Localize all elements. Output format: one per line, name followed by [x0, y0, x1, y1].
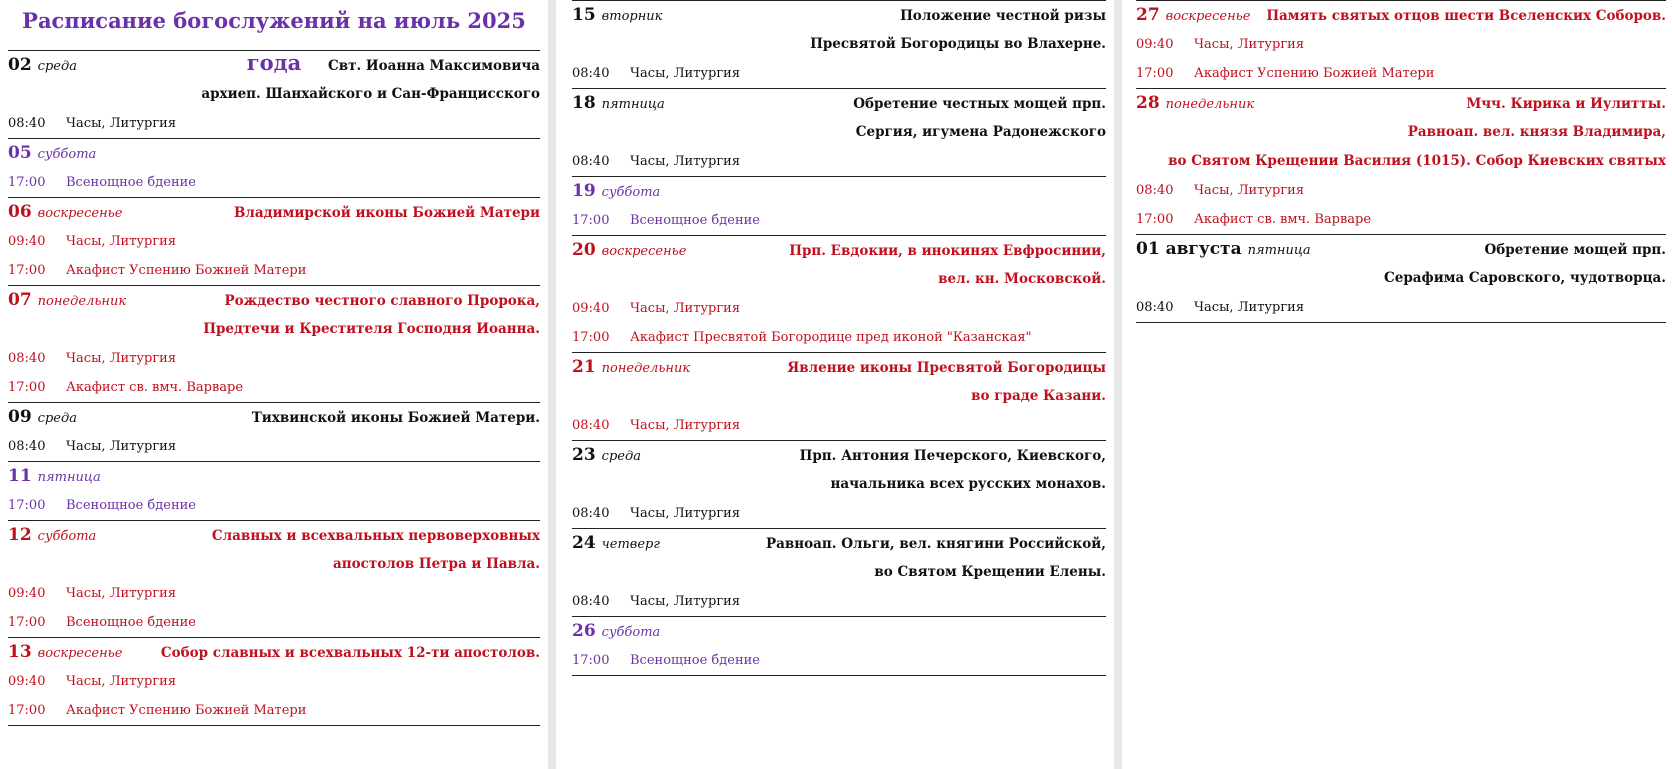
service-time: 08:40: [572, 154, 610, 169]
service-row: [8, 696, 540, 725]
day-number: 27: [1136, 5, 1160, 25]
service-time: 17:00: [8, 615, 46, 630]
entry-header: [8, 51, 540, 80]
weekday: среда: [37, 59, 77, 74]
feast-title-continued: Серафима Саровского, чудотворца.: [1384, 270, 1666, 286]
service-row: [8, 109, 540, 138]
service-time: 08:40: [572, 418, 610, 433]
service-time: 08:40: [572, 66, 610, 81]
service-name: Часы, Литургия: [630, 418, 741, 433]
schedule-entry: [572, 528, 1106, 616]
feast-title: Славных и всехвальных первоверховных: [211, 528, 540, 544]
service-row: [1136, 293, 1666, 322]
weekday: понедельник: [601, 361, 691, 376]
entry-header: [572, 529, 1106, 558]
feast-title: Положение честной ризы: [900, 8, 1106, 24]
schedule-column-1: [8, 0, 540, 726]
service-row: [8, 608, 540, 637]
entry-header: [8, 286, 540, 315]
day-number: 24: [572, 533, 596, 553]
day-number: 23: [572, 445, 596, 465]
service-row: [8, 491, 540, 520]
page-3: [1122, 0, 1672, 769]
feast-title: Прп. Антония Печерского, Киевского,: [799, 448, 1106, 464]
service-name: Часы, Литургия: [66, 116, 177, 131]
day-number: 15: [572, 5, 596, 25]
service-row: [1136, 59, 1666, 88]
day-number: 05: [8, 143, 32, 163]
schedule-entry: [1136, 234, 1666, 323]
service-name: Часы, Литургия: [1194, 300, 1305, 315]
day-number: 26: [572, 621, 596, 641]
service-time: 17:00: [8, 263, 46, 278]
service-row: [572, 206, 1106, 235]
day-number: 13: [8, 642, 32, 662]
service-row: [8, 168, 540, 197]
service-name: Часы, Литургия: [66, 674, 177, 689]
service-row: [8, 373, 540, 402]
service-row: [1136, 205, 1666, 234]
weekday: пятница: [37, 470, 101, 485]
service-row: [8, 256, 540, 285]
schedule-column-2: [572, 0, 1106, 676]
service-name: Акафист св. вмч. Варваре: [66, 380, 244, 395]
schedule-entry: [572, 235, 1106, 352]
weekday: среда: [37, 411, 77, 426]
service-time: 08:40: [1136, 183, 1174, 198]
schedule-entry: [8, 461, 540, 520]
feast-title-continued: Предтечи и Крестителя Господня Иоанна.: [203, 321, 540, 337]
service-name: Часы, Литургия: [630, 154, 741, 169]
service-time: 08:40: [572, 506, 610, 521]
entry-header: [1136, 235, 1666, 264]
entry-header: [8, 462, 540, 491]
weekday: понедельник: [1165, 97, 1255, 112]
entry-header: [572, 1, 1106, 30]
service-row: [572, 646, 1106, 675]
entry-header: [572, 236, 1106, 265]
day-number: 02: [8, 55, 32, 75]
service-time: 09:40: [1136, 37, 1174, 52]
schedule-entry: [572, 352, 1106, 440]
weekday: воскресенье: [601, 244, 687, 259]
weekday: четверг: [601, 537, 660, 552]
feast-title-continued: архиеп. Шанхайского и Сан-Францисского: [201, 86, 540, 102]
service-time: 08:40: [1136, 300, 1174, 315]
service-time: 17:00: [8, 498, 46, 513]
service-row: [8, 667, 540, 696]
feast-title-continued: во граде Казани.: [971, 388, 1106, 404]
service-time: 17:00: [8, 703, 46, 718]
feast-title-continued: во Святом Крещении Елены.: [874, 564, 1106, 580]
entry-header: [572, 89, 1106, 118]
day-number: 09: [8, 407, 32, 427]
entry-header: [572, 441, 1106, 470]
service-name: Часы, Литургия: [1194, 183, 1305, 198]
service-name: Акафист Успению Божией Матери: [1194, 66, 1435, 81]
service-name: Всенощное бдение: [66, 175, 196, 190]
weekday: среда: [601, 449, 641, 464]
schedule-entry: [572, 88, 1106, 176]
feast-title: Свт. Иоанна Максимовича: [327, 58, 540, 74]
service-name: Часы, Литургия: [630, 66, 741, 81]
service-time: 08:40: [8, 116, 46, 131]
entry-header: [8, 198, 540, 227]
entry-header: [1136, 1, 1666, 30]
service-name: Всенощное бдение: [630, 653, 760, 668]
feast-title-continued: Сергия, игумена Радонежского: [855, 124, 1106, 140]
service-row: [572, 587, 1106, 616]
schedule-entry: [8, 138, 540, 197]
service-name: Часы, Литургия: [66, 586, 177, 601]
weekday: понедельник: [37, 294, 127, 309]
entry-header: [572, 617, 1106, 646]
feast-title: Мчч. Кирика и Иулитты.: [1466, 96, 1666, 112]
service-name: Акафист св. вмч. Варваре: [1194, 212, 1372, 227]
feast-title: Прп. Евдокии, в инокинях Евфросинии,: [789, 243, 1106, 259]
service-row: [8, 227, 540, 256]
entry-header: [8, 403, 540, 432]
service-row: [572, 147, 1106, 176]
entry-header: [8, 139, 540, 168]
feast-title: Тихвинской иконы Божией Матери.: [251, 410, 540, 426]
schedule-entry: [572, 0, 1106, 88]
feast-title-continued: вел. кн. Московской.: [938, 271, 1106, 287]
service-row: [572, 411, 1106, 440]
service-time: 17:00: [1136, 212, 1174, 227]
feast-title: Явление иконы Пресвятой Богородицы: [787, 360, 1106, 376]
entry-header: [8, 638, 540, 667]
service-name: Акафист Успению Божией Матери: [66, 263, 307, 278]
entry-header: [572, 353, 1106, 382]
weekday: воскресенье: [37, 206, 123, 221]
day-number: 19: [572, 181, 596, 201]
weekday: суббота: [37, 147, 97, 162]
service-time: 09:40: [572, 301, 610, 316]
service-name: Часы, Литургия: [66, 234, 177, 249]
service-row: [572, 499, 1106, 528]
day-number: 12: [8, 525, 32, 545]
service-time: 17:00: [572, 653, 610, 668]
service-time: 17:00: [572, 213, 610, 228]
service-time: 17:00: [8, 175, 46, 190]
service-row: [1136, 30, 1666, 59]
feast-title-continued: Равноап. вел. князя Владимира,: [1407, 124, 1666, 140]
service-row: [572, 59, 1106, 88]
day-number: 01 августа: [1136, 239, 1242, 259]
entry-header: [572, 177, 1106, 206]
service-time: 17:00: [572, 330, 610, 345]
schedule-column-3: [1136, 0, 1666, 323]
feast-title: Обретение мощей прп.: [1484, 242, 1666, 258]
schedule-entry: [1136, 88, 1666, 234]
feast-title-continued: во Святом Крещении Василия (1015). Собор Киевских святых: [1168, 153, 1666, 169]
day-number: 28: [1136, 93, 1160, 113]
service-name: Акафист Пресвятой Богородице пред иконой "Казанская": [630, 330, 1032, 345]
service-name: Часы, Литургия: [630, 301, 741, 316]
service-time: 08:40: [572, 594, 610, 609]
schedule-entry: [1136, 0, 1666, 88]
service-time: 17:00: [8, 380, 46, 395]
weekday: воскресенье: [1165, 9, 1251, 24]
service-time: 17:00: [1136, 66, 1174, 81]
service-row: [8, 344, 540, 373]
feast-title: Память святых отцов шести Вселенских Соборов.: [1266, 8, 1666, 24]
page-title: Расписание богослужений на июль 2025 года: [22, 8, 526, 75]
service-name: Часы, Литургия: [66, 351, 177, 366]
weekday: воскресенье: [37, 646, 123, 661]
weekday: суббота: [601, 625, 661, 640]
day-number: 06: [8, 202, 32, 222]
service-name: Всенощное бдение: [630, 213, 760, 228]
day-number: 07: [8, 290, 32, 310]
service-name: Всенощное бдение: [66, 498, 196, 513]
service-row: [8, 579, 540, 608]
feast-title-continued: апостолов Петра и Павла.: [333, 556, 540, 572]
service-time: 09:40: [8, 586, 46, 601]
feast-title-continued: начальника всех русских монахов.: [830, 476, 1106, 492]
weekday: суббота: [601, 185, 661, 200]
day-number: 20: [572, 240, 596, 260]
weekday: суббота: [37, 529, 97, 544]
feast-title: Обретение честных мощей прп.: [853, 96, 1106, 112]
service-name: Часы, Литургия: [630, 506, 741, 521]
schedule-entry: [8, 402, 540, 461]
schedule-entry: [8, 637, 540, 726]
feast-title-continued: Пресвятой Богородицы во Влахерне.: [810, 36, 1106, 52]
schedule-entry: [8, 50, 540, 138]
service-row: [8, 432, 540, 461]
service-time: 09:40: [8, 234, 46, 249]
service-name: Всенощное бдение: [66, 615, 196, 630]
feast-title: Собор славных и всехвальных 12-ти апостолов.: [160, 645, 540, 661]
feast-title: Равноап. Ольги, вел. княгини Российской,: [766, 536, 1106, 552]
day-number: 18: [572, 93, 596, 113]
entry-header: [8, 521, 540, 550]
schedule-entry: [572, 440, 1106, 528]
service-name: Часы, Литургия: [66, 439, 177, 454]
service-name: Часы, Литургия: [1194, 37, 1305, 52]
schedule-entry: [572, 616, 1106, 676]
day-number: 21: [572, 357, 596, 377]
service-time: 09:40: [8, 674, 46, 689]
schedule-entry: [8, 520, 540, 637]
weekday: пятница: [601, 97, 665, 112]
service-row: [1136, 176, 1666, 205]
schedule-entry: [8, 197, 540, 285]
service-time: 08:40: [8, 439, 46, 454]
weekday: пятница: [1247, 243, 1311, 258]
entry-header: [1136, 89, 1666, 118]
service-name: Акафист Успению Божией Матери: [66, 703, 307, 718]
weekday: вторник: [601, 9, 663, 24]
schedule-entry: [8, 285, 540, 402]
service-row: [572, 294, 1106, 323]
feast-title: Рождество честного славного Пророка,: [224, 293, 540, 309]
service-row: [572, 323, 1106, 352]
service-name: Часы, Литургия: [630, 594, 741, 609]
schedule-entry: [572, 176, 1106, 235]
feast-title: Владимирской иконы Божией Матери: [233, 205, 540, 221]
page-2: [556, 0, 1114, 769]
service-time: 08:40: [8, 351, 46, 366]
page-1: [0, 0, 548, 769]
day-number: 11: [8, 466, 32, 486]
